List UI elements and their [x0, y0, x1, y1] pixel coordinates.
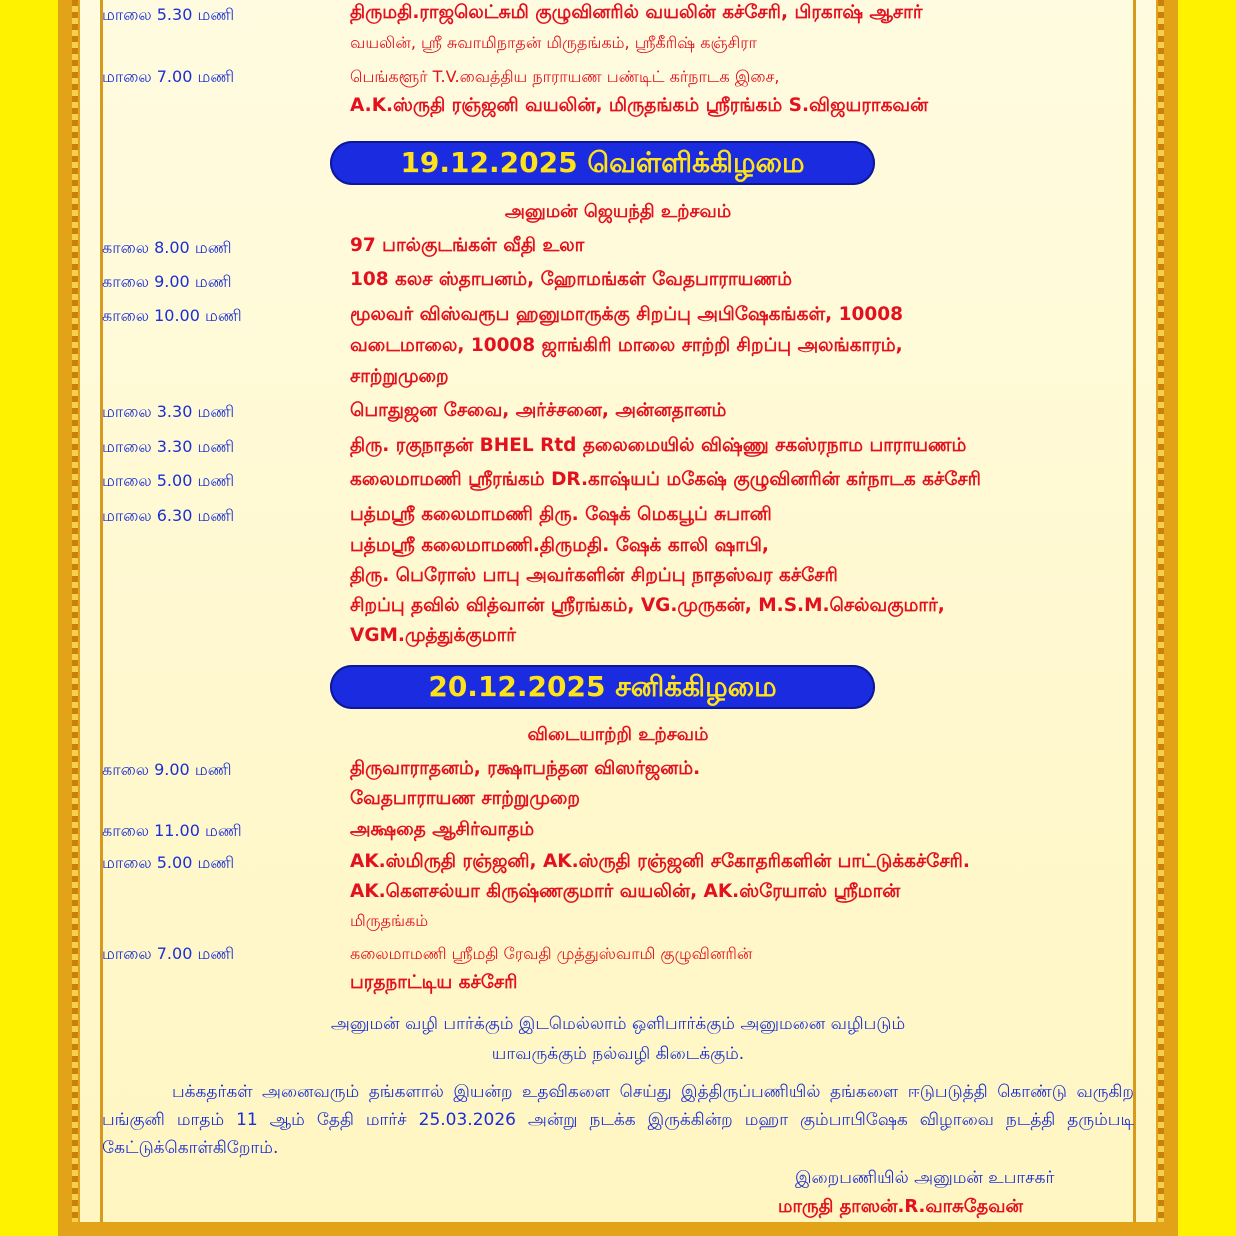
event-line: சிறப்பு தவில் வித்வான் ஸ்ரீரங்கம், VG.முருகன், M.S.M.செல்வகுமார்,	[350, 595, 945, 616]
event-time: மாலை 5.30 மணி	[102, 5, 235, 24]
event-line: பத்மஸ்ரீ கலைமாமணி திரு. ஷேக் மெகபூப் சுபானி	[350, 504, 772, 525]
event-time: காலை 8.00 மணி	[102, 238, 232, 257]
event-time: மாலை 5.00 மணி	[102, 471, 235, 490]
event-time: காலை 9.00 மணி	[102, 272, 232, 291]
event-line: 108 கலச ஸ்தாபனம், ஹோமங்கள் வேதபாராயணம்	[350, 269, 792, 290]
event-line: அக்ஷதை ஆசிர்வாதம்	[350, 819, 535, 840]
event-time: மாலை 3.30 மணி	[102, 402, 235, 421]
event-time: மாலை 3.30 மணி	[102, 437, 235, 456]
event-time: காலை 11.00 மணி	[102, 821, 242, 840]
event-line: சாற்றுமுறை	[350, 366, 449, 387]
event-line: பொதுஜன சேவை, அர்ச்சனை, அன்னதானம்	[350, 400, 727, 421]
event-line: AK.ஸ்மிருதி ரஞ்ஜனி, AK.ஸ்ருதி ரஞ்ஜனி சகோதரிகளின் பாட்டுக்கச்சேரி.	[350, 851, 970, 872]
event-line: வடைமாலை, 10008 ஜாங்கிரி மாலை சாற்றி சிறப்பு அலங்காரம்,	[350, 335, 903, 356]
event-line: பெங்களூர் T.V.வைத்திய நாராயண பண்டிட் கர்நாடக இசை,	[350, 67, 780, 86]
event-line: கலைமாமணி ஸ்ரீரங்கம் DR.காஷ்யப் மகேஷ் குழுவினரின் கர்நாடக கச்சேரி	[350, 469, 981, 490]
event-line: கலைமாமணி ஸ்ரீமதி ரேவதி முத்துஸ்வாமி குழுவினரின்	[350, 944, 753, 963]
event-line: திரு. ரகுநாதன் BHEL Rtd தலைமையில் விஷ்ணு சகஸ்ரநாம பாராயணம்	[350, 435, 967, 456]
festival-title: அனுமன் ஜெயந்தி உற்சவம்	[504, 201, 732, 222]
event-line: A.K.ஸ்ருதி ரஞ்ஜனி வயலின், மிருதங்கம் ஸ்ரீரங்கம் S.விஜயராகவன்	[350, 95, 929, 116]
event-line: மிருதங்கம்	[350, 911, 429, 930]
quote-line: யாவருக்கும் நல்வழி கிடைக்கும்.	[491, 1044, 745, 1064]
event-line: 97 பால்குடங்கள் வீதி உலா	[350, 235, 585, 256]
quote-line: அனுமன் வழி பார்க்கும் இடமெல்லாம் ஒளிபார்க்கும் அனுமனை வழிபடும்	[330, 1014, 906, 1034]
event-time: மாலை 5.00 மணி	[102, 853, 235, 872]
event-line: திருமதி.ராஜலெட்சுமி குழுவினரில் வயலின் கச்சேரி, பிரகாஷ் ஆசார்	[350, 2, 923, 23]
date-banner-19: 19.12.2025 வெள்ளிக்கிழமை	[330, 141, 875, 185]
event-line: பரதநாட்டிய கச்சேரி	[350, 972, 518, 993]
event-line: VGM.முத்துக்குமார்	[350, 625, 516, 646]
event-line: வேதபாராயண சாற்றுமுறை	[350, 788, 580, 809]
event-line: திருவாராதனம், ரக்ஷாபந்தன விஸர்ஜனம்.	[350, 758, 701, 779]
event-time: காலை 10.00 மணி	[102, 306, 242, 325]
signature-name: மாருதி தாஸன்.R.வாசுதேவன்	[778, 1196, 1023, 1217]
event-line: வயலின், ஸ்ரீ சுவாமிநாதன் மிருதங்கம், ஸ்ரீகீரிஷ் கஞ்சிரா	[350, 33, 757, 52]
event-line: திரு. பெரோஸ் பாபு அவர்களின் சிறப்பு நாதஸ்வர கச்சேரி	[350, 565, 838, 586]
event-line: AK.கௌசல்யா கிருஷ்ணகுமார் வயலின், AK.ஸ்ரேயாஸ் ஸ்ரீமான்	[350, 881, 901, 902]
event-line: மூலவர் விஸ்வரூப ஹனுமாருக்கு சிறப்பு அபிஷேகங்கள், 10008	[350, 304, 903, 325]
event-time: மாலை 7.00 மணி	[102, 67, 235, 86]
event-time: மாலை 7.00 மணி	[102, 944, 235, 963]
event-time: காலை 9.00 மணி	[102, 760, 232, 779]
signature-title: இறைபணியில் அனுமன் உபாசகர்	[795, 1168, 1055, 1188]
festival-title: விடையாற்றி உற்சவம்	[527, 724, 709, 745]
event-line: பத்மஸ்ரீ கலைமாமணி.திருமதி. ஷேக் காலி ஷாபி,	[350, 535, 769, 556]
appeal-paragraph: பக்கதர்கள் அனைவரும் தங்களால் இயன்ற உதவிகளை செய்து இத்திருப்பணியில் தங்களை ஈடுபடுத்தி கொண்டு வருகிற பங்குனி மாதம் 11 ஆம் தேதி மார்ச் 25.03.2026 அன்று நடக்க இருக்கின்ற மஹா கும்பாபிஷேக விழாவை நடத்தி தரும்படி கேட்டுக்கொள்கிறோம்.	[102, 1082, 1134, 1158]
date-banner-20: 20.12.2025 சனிக்கிழமை	[330, 665, 875, 709]
event-time: மாலை 6.30 மணி	[102, 506, 235, 525]
